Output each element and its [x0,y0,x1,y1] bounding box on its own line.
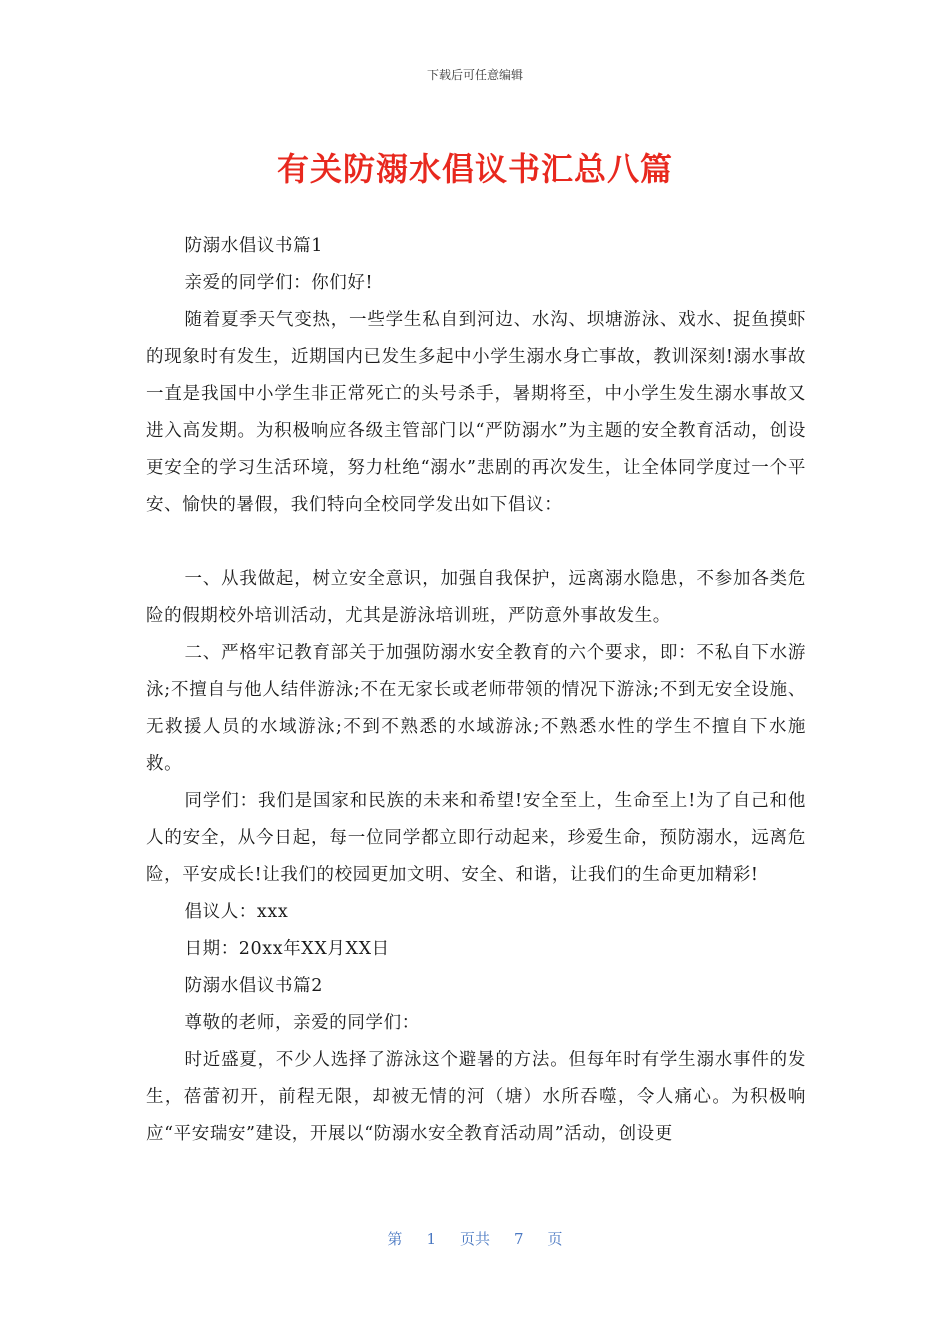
page-label-prefix: 第 [387,1230,403,1248]
header-note: 下载后可任意编辑 [426,68,523,82]
page-label-suffix: 页 [547,1230,563,1248]
section-heading-2: 防溺水倡议书篇2 [184,976,323,996]
proposer-line: 倡议人：xxx [184,902,289,922]
section-heading-1: 防溺水倡议书篇1 [184,236,323,256]
page-footer [0,1228,950,1249]
page-label-middle: 页共 [459,1230,490,1248]
greeting-1: 亲爱的同学们：你们好! [184,273,374,293]
paragraph-intro-1: 随着夏季天气变热，一些学生私自到河边、水沟、坝塘游泳、戏水、捉鱼摸虾的现象时有发生，近期国内已发生多起中小学生溺水身亡事故，教训深刻!溺水事故一直是我国中小学生非正常死亡的头号杀手，暑期将至，中小学生发生溺水事故又进入高发期。为积极响应各级主管部门以“严防溺水”为主题的安全教育活动，创设更安全的学习生活环境，努力杜绝“溺水”悲剧的再次发生，让全体同学度过一个平安、愉快的暑假，我们特向全校同学发出如下倡议： [146,310,806,515]
current-page-number: 1 [426,1230,436,1248]
paragraph-closing-1: 同学们：我们是国家和民族的未来和希望!安全至上，生命至上!为了自己和他人的安全，从今日起，每一位同学都立即行动起来，珍爱生命，预防溺水，远离危险，平安成长!让我们的校园更加文明、安全、和谐，让我们的生命更加精彩! [146,791,806,885]
document-title: 有关防溺水倡议书汇总八篇 [276,150,673,188]
greeting-2: 尊敬的老师，亲爱的同学们： [184,1013,420,1033]
paragraph-intro-2: 时近盛夏，不少人选择了游泳这个避暑的方法。但每年时有学生溺水事件的发生，蓓蕾初开，前程无限，却被无情的河（塘）水所吞噬，令人痛心。为积极响应“平安瑞安”建设，开展以“防溺水安全教育活动周”活动，创设更 [146,1050,806,1144]
total-pages-number: 7 [514,1230,524,1248]
paragraph-point-1: 一、从我做起，树立安全意识，加强自我保护，远离溺水隐患，不参加各类危险的假期校外培训活动，尤其是游泳培训班，严防意外事故发生。 [146,569,806,626]
document-body [146,228,806,1153]
date-line: 日期：20xx年XX月XX日 [184,939,390,959]
paragraph-gap [146,524,806,561]
paragraph-point-2: 二、严格牢记教育部关于加强防溺水安全教育的六个要求，即：不私自下水游泳;不擅自与他人结伴游泳;不在无家长或老师带领的情况下游泳;不到无安全设施、无救援人员的水域游泳;不到不熟悉的水域游泳;不熟悉水性的学生不擅自下水施救。 [146,643,806,774]
